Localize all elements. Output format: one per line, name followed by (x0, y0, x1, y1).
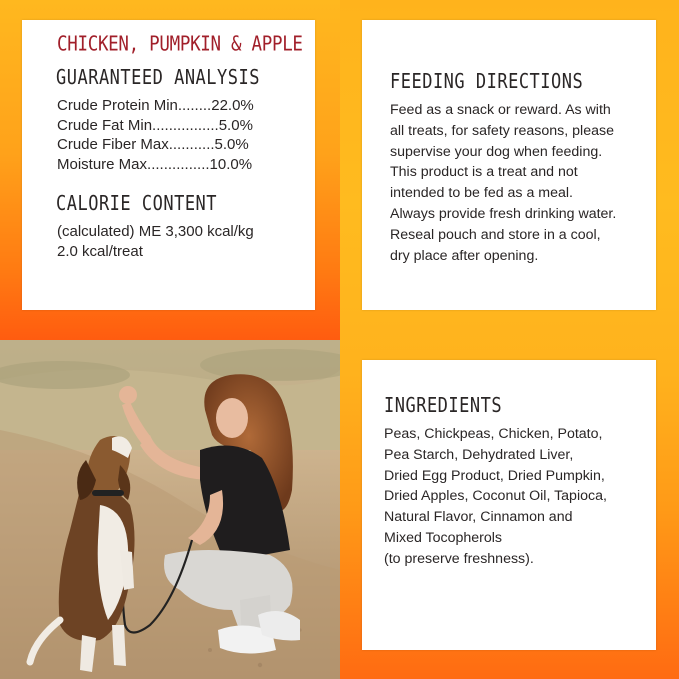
calorie-list (57, 222, 315, 261)
ingredients-heading: INGREDIENTS (384, 394, 503, 418)
ingredients-line: Dried Apples, Coconut Oil, Tapioca, (384, 488, 607, 505)
guaranteed-analysis-panel (22, 20, 315, 310)
calorie-line-treat: 2.0 kcal/treat (57, 242, 143, 260)
feeding-line: intended to be fed as a meal. (390, 185, 573, 202)
feeding-line: supervise your dog when feeding. (390, 143, 603, 160)
feeding-directions-panel (362, 20, 656, 310)
guaranteed-analysis-heading: GUARANTEED ANALYSIS (56, 66, 260, 90)
ingredients-line: Pea Starch, Dehydrated Liver, (384, 446, 574, 463)
ingredients-text (384, 424, 646, 570)
feeding-line: Feed as a snack or reward. As with (390, 102, 611, 118)
analysis-line-moisture: Moisture Max...............10.0% (57, 155, 253, 173)
ingredients-line: Mixed Tocopherols (384, 529, 503, 546)
feeding-directions-text (390, 100, 646, 266)
product-title: CHICKEN, PUMPKIN & APPLE (57, 33, 303, 56)
feeding-line: dry place after opening. (390, 247, 539, 264)
calorie-content-heading: CALORIE CONTENT (56, 192, 218, 216)
analysis-line-protein: Crude Protein Min........22.0% (57, 97, 254, 114)
analysis-line-fat: Crude Fat Min................5.0% (57, 116, 253, 134)
ingredients-line: Peas, Chickpeas, Chicken, Potato, (384, 426, 603, 442)
ingredients-line: (to preserve freshness). (384, 550, 534, 567)
feeding-line: This product is a treat and not (390, 164, 578, 181)
feeding-directions-heading: FEEDING DIRECTIONS (390, 70, 584, 94)
woman-training-beagle-photo (0, 340, 340, 679)
calorie-line-kg: (calculated) ME 3,300 kcal/kg (57, 223, 254, 240)
ingredients-line: Dried Egg Product, Dried Pumpkin, (384, 467, 605, 484)
feeding-line: all treats, for safety reasons, please (390, 122, 614, 139)
ingredients-line: Natural Flavor, Cinnamon and (384, 509, 573, 526)
feeding-line: Always provide fresh drinking water. (390, 205, 617, 222)
ingredients-panel (362, 360, 656, 650)
analysis-line-fiber: Crude Fiber Max...........5.0% (57, 136, 249, 153)
analysis-list (57, 96, 315, 174)
feeding-line: Reseal pouch and store in a cool, (390, 226, 601, 243)
